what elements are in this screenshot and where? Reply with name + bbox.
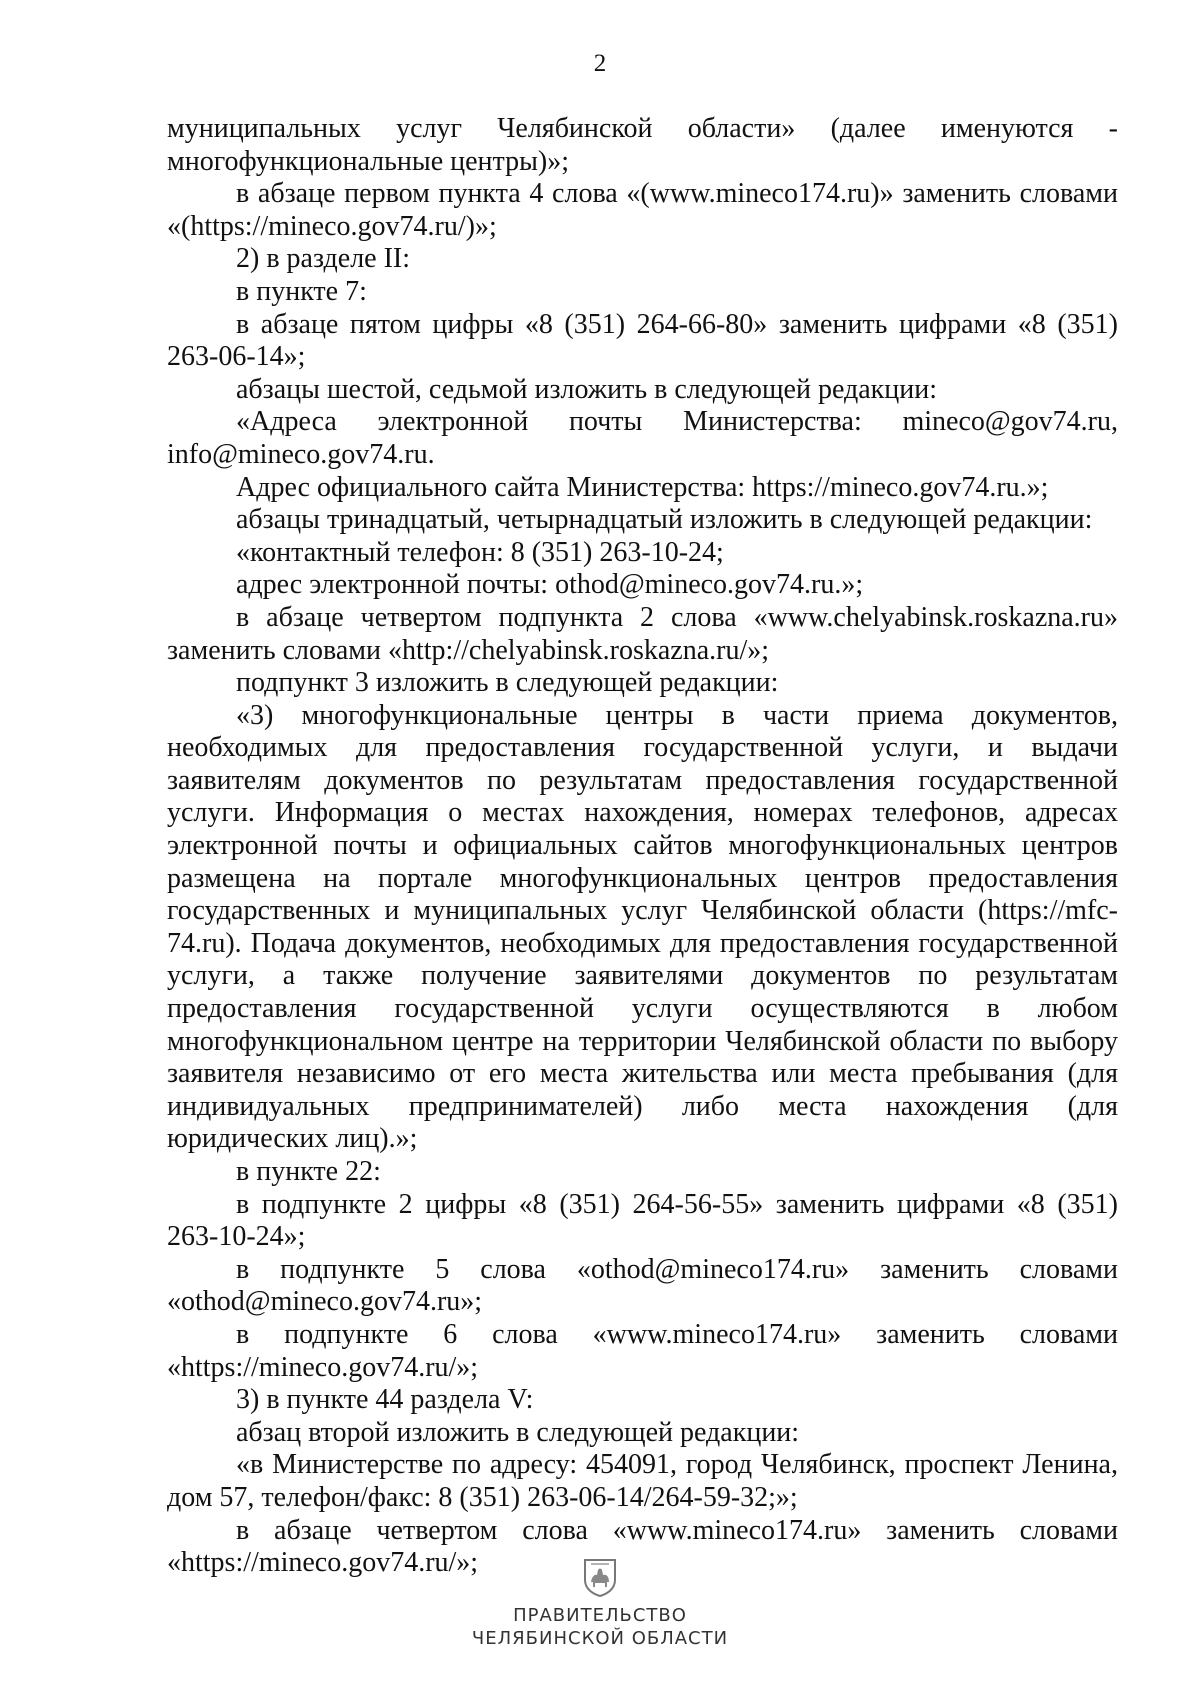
paragraph-14: в пункте 22: xyxy=(236,1156,381,1187)
paragraph-20: «в Министерстве по адресу: 454091, город Челябинск, проспект Ленина, дом 57, телефон/факс: 8 (351) 263-06-14/264-59-32;»; xyxy=(167,1449,1118,1513)
paragraph-13: «3) многофункциональные центры в части приема документов, необходимых для предоставления государственной услуги, и выдачи заявителям документов по результатам предоставления государственной услуги. Информация о местах нахождения, номерах телефонов, адресах электронной почты и официальных сайтов многофункциональных центров размещена на портале многофункциональных центров предоставления государственных и муниципальных услуг Челябинской области (https://mfc-74.ru). Подача документов, необходимых для предоставления государственной услуги, а также получение заявителями документов по результатам предоставления государственной услуги осуществляются в любом многофункциональном центре на территории Челябинской области по выбору заявителя независимо от его места жительства или места пребывания (для индивидуальных предпринимателей) либо места нахождения (для юридических лиц).»; xyxy=(167,699,1118,1155)
document-body xyxy=(167,113,1118,1580)
paragraph-10: адрес электронной почты: othod@mineco.gov74.ru.»; xyxy=(236,569,864,601)
paragraph-2: 2) в разделе II: xyxy=(236,243,411,275)
paragraph-19: абзац второй изложить в следующей редакции: xyxy=(236,1416,800,1448)
paragraph-12: подпункт 3 изложить в следующей редакции: xyxy=(236,667,779,699)
page-number: 2 xyxy=(593,50,607,77)
paragraph-18: 3) в пункте 44 раздела V: xyxy=(236,1384,534,1416)
paragraph-5: абзацы шестой, седьмой изложить в следующей редакции: xyxy=(236,373,938,405)
paragraph-16: в подпункте 5 слова «othod@mineco174.ru» заменить словами «othod@mineco.gov74.ru»; xyxy=(167,1253,1118,1318)
paragraph-15: в подпункте 2 цифры «8 (351) 264-56-55» заменить цифрами «8 (351) 263-10-24»; xyxy=(167,1188,1118,1253)
paragraph-11: в абзаце четвертом подпункта 2 слова «www.chelyabinsk.roskazna.ru» заменить словами «http://chelyabinsk.roskazna.ru/»; xyxy=(167,601,1118,666)
paragraph-21: в абзаце четвертом слова «www.mineco174.ru» заменить словами «https://mineco.gov74.ru/»; xyxy=(167,1514,1118,1579)
paragraph-8: абзацы тринадцатый, четырнадцатый изложить в следующей редакции: xyxy=(236,504,1093,536)
paragraph-0: муниципальных услуг Челябинской области» (далее именуются - многофункциональные центры)»; xyxy=(167,113,1118,177)
paragraph-7: Адрес официального сайта Министерства: https://mineco.gov74.ru.»; xyxy=(236,471,1049,503)
paragraph-9: «контактный телефон: 8 (351) 263-10-24; xyxy=(236,536,724,568)
paragraph-4: в абзаце пятом цифры «8 (351) 264-66-80» заменить цифрами «8 (351) 263-06-14»; xyxy=(167,308,1118,373)
paragraph-6: «Адреса электронной почты Министерства: mineco@gov74.ru, info@mineco.gov74.ru. xyxy=(167,406,1118,470)
coat-of-arms-icon xyxy=(583,1558,617,1598)
paragraph-17: в подпункте 6 слова «www.mineco174.ru» заменить словами «https://mineco.gov74.ru/»; xyxy=(167,1318,1118,1383)
government-stamp xyxy=(440,1558,760,1650)
stamp-line-1: ПРАВИТЕЛЬСТВО xyxy=(513,1605,687,1626)
stamp-line-2: ЧЕЛЯБИНСКОЙ ОБЛАСТИ xyxy=(471,1628,729,1649)
paragraph-1: в абзаце первом пункта 4 слова «(www.mineco174.ru)» заменить словами «(https://mineco.gov74.ru/)»; xyxy=(167,178,1118,242)
paragraph-3: в пункте 7: xyxy=(236,275,367,307)
